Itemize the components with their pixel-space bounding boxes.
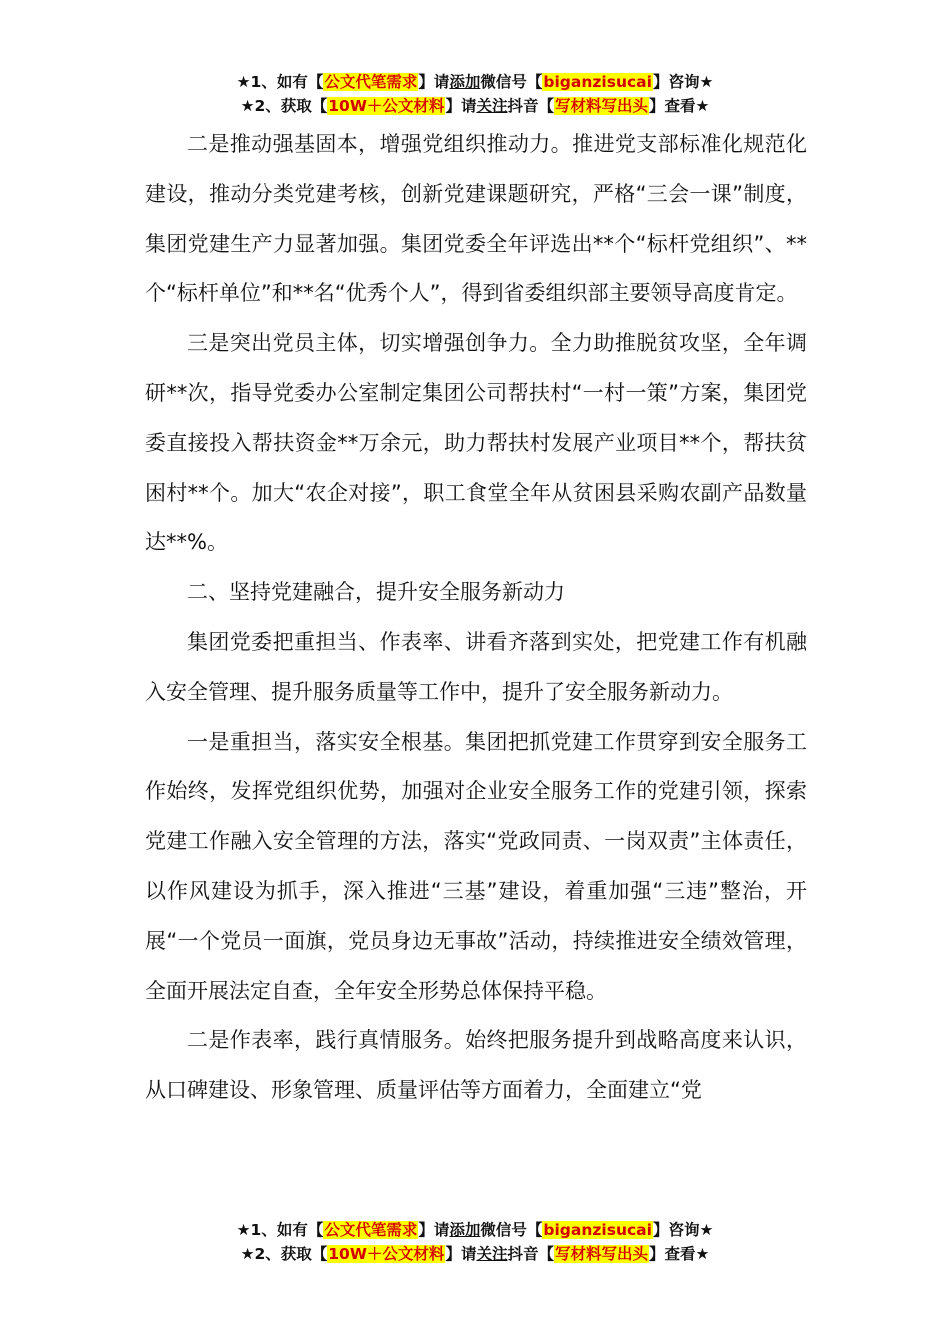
banner-highlight: 写材料写出头 bbox=[554, 97, 648, 115]
banner-text: ★2、获取【 bbox=[240, 97, 328, 115]
banner-text: 】请 bbox=[445, 1245, 477, 1263]
banner-text: 微信号【 bbox=[480, 73, 543, 91]
top-banner bbox=[0, 70, 950, 118]
banner-text: 微信号【 bbox=[480, 1221, 543, 1239]
paragraph: 集团党委把重担当、作表率、讲看齐落到实处，把党建工作有机融入安全管理、提升服务质量等工作中，提升了安全服务新动力。 bbox=[145, 629, 807, 704]
banner-highlight: biganzisucai bbox=[543, 1221, 652, 1239]
banner-text: ★1、如有【 bbox=[236, 73, 324, 91]
banner-line-2 bbox=[0, 1242, 950, 1266]
banner-highlight: 公文代笔需求 bbox=[324, 73, 418, 91]
banner-text: 】查看★ bbox=[649, 1245, 710, 1263]
banner-line-1 bbox=[0, 70, 950, 94]
banner-underline: 添加 bbox=[449, 73, 481, 91]
banner-underline: 关注 bbox=[476, 97, 508, 115]
banner-text: 】咨询★ bbox=[652, 1221, 714, 1239]
banner-highlight: biganzisucai bbox=[543, 73, 652, 91]
banner-text: ★1、如有【 bbox=[236, 1221, 324, 1239]
paragraph: 二是作表率，践行真情服务。始终把服务提升到战略高度来认识，从口碑建设、形象管理、质量评估等方面着力，全面建立“党 bbox=[145, 1028, 807, 1103]
banner-text: 】咨询★ bbox=[652, 73, 714, 91]
banner-line-2 bbox=[0, 94, 950, 118]
banner-text: 抖音【 bbox=[507, 97, 554, 115]
banner-underline: 关注 bbox=[476, 1245, 508, 1263]
banner-text: 】请 bbox=[445, 97, 477, 115]
banner-text: 】查看★ bbox=[649, 97, 710, 115]
document-body bbox=[145, 120, 807, 1116]
banner-text: 】请 bbox=[418, 73, 450, 91]
banner-highlight: 10W＋公文材料 bbox=[328, 1245, 445, 1263]
banner-text: ★2、获取【 bbox=[240, 1245, 328, 1263]
banner-text: 】请 bbox=[418, 1221, 450, 1239]
paragraph: 一是重担当，落实安全根基。集团把抓党建工作贯穿到安全服务工作始终，发挥党组织优势，加强对企业安全服务工作的党建引领，探索党建工作融入安全管理的方法，落实“党政同责、一岗双责”主体责任，以作风建设为抓手，深入推进“三基”建设，着重加强“三违”整治，开展“一个党员一面旗，党员身边无事故”活动，持续推进安全绩效管理，全面开展法定自查，全年安全形势总体保持平稳。 bbox=[145, 729, 807, 1003]
banner-underline: 添加 bbox=[449, 1221, 481, 1239]
banner-highlight: 公文代笔需求 bbox=[324, 1221, 418, 1239]
banner-line-1 bbox=[0, 1218, 950, 1242]
bottom-banner bbox=[0, 1218, 950, 1266]
paragraph: 三是突出党员主体，切实增强创争力。全力助推脱贫攻坚，全年调研**次，指导党委办公室制定集团公司帮扶村“一村一策”方案，集团党委直接投入帮扶资金**万余元，助力帮扶村发展产业项目**个，帮扶贫困村**个。加大“农企对接”，职工食堂全年从贫困县采购农副产品数量达**%。 bbox=[145, 331, 807, 555]
banner-highlight: 10W＋公文材料 bbox=[328, 97, 445, 115]
paragraph: 二是推动强基固本，增强党组织推动力。推进党支部标准化规范化建设，推动分类党建考核，创新党建课题研究，严格“三会一课”制度，集团党建生产力显著加强。集团党委全年评选出**个“标杆党组织”、**个“标杆单位”和**名“优秀个人”，得到省委组织部主要领导高度肯定。 bbox=[145, 132, 807, 306]
section-heading: 二、坚持党建融合，提升安全服务新动力 bbox=[187, 580, 565, 605]
banner-highlight: 写材料写出头 bbox=[554, 1245, 648, 1263]
banner-text: 抖音【 bbox=[507, 1245, 554, 1263]
